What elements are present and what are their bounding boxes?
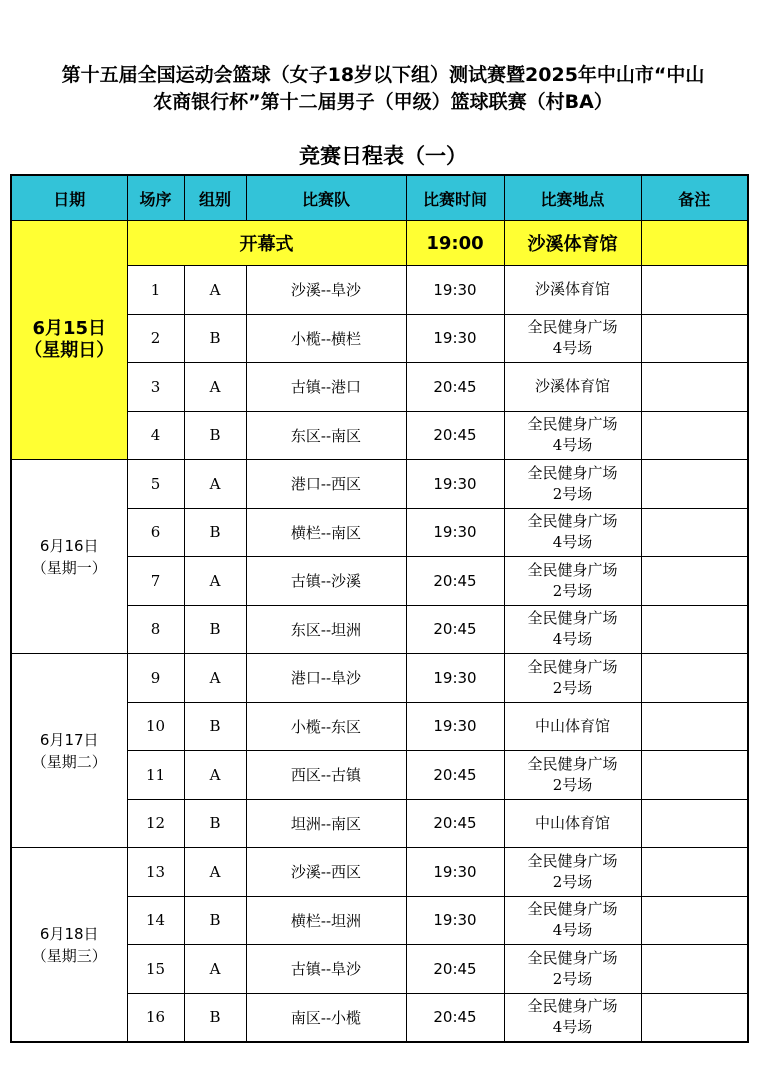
venue-court: 4号场 <box>552 436 593 455</box>
date-label: 6月15日 <box>32 318 107 339</box>
venue-court: 2号场 <box>552 484 593 503</box>
match-venue <box>504 848 641 897</box>
match-group: B <box>184 314 246 363</box>
match-note <box>641 848 748 897</box>
match-group: B <box>184 702 246 751</box>
venue-court: 4号场 <box>552 1018 593 1037</box>
match-note <box>641 605 748 654</box>
match-group: A <box>184 266 246 315</box>
match-note <box>641 654 748 703</box>
match-number: 15 <box>127 945 184 994</box>
match-teams: 小榄--东区 <box>246 702 406 751</box>
weekday-label: （星期二） <box>31 752 107 771</box>
ceremony-note <box>641 221 748 266</box>
venue-name: 中山体育馆 <box>534 813 610 832</box>
match-teams: 南区--小榄 <box>246 993 406 1042</box>
match-teams: 沙溪--阜沙 <box>246 266 406 315</box>
ceremony-venue: 沙溪体育馆 <box>504 221 641 266</box>
match-venue <box>504 605 641 654</box>
venue-court: 2号场 <box>552 969 593 988</box>
venue-name: 全民健身广场 <box>527 560 618 579</box>
match-teams: 古镇--港口 <box>246 363 406 412</box>
venue-name: 全民健身广场 <box>527 997 618 1016</box>
schedule-table <box>10 174 749 1043</box>
match-venue <box>504 896 641 945</box>
match-number: 3 <box>127 363 184 412</box>
venue-name: 中山体育馆 <box>534 716 610 735</box>
match-venue <box>504 799 641 848</box>
venue-court: 2号场 <box>552 678 593 697</box>
header-cell: 组别 <box>184 175 246 221</box>
match-time: 19:30 <box>406 508 504 557</box>
match-venue <box>504 751 641 800</box>
venue-name: 全民健身广场 <box>527 948 618 967</box>
match-venue <box>504 993 641 1042</box>
match-teams: 港口--西区 <box>246 460 406 509</box>
match-group: A <box>184 363 246 412</box>
venue-name: 全民健身广场 <box>527 851 618 870</box>
match-group: B <box>184 508 246 557</box>
match-note <box>641 314 748 363</box>
match-note <box>641 702 748 751</box>
match-note <box>641 266 748 315</box>
venue-court: 4号场 <box>552 921 593 940</box>
match-group: B <box>184 605 246 654</box>
match-group: B <box>184 993 246 1042</box>
header-cell: 比赛时间 <box>406 175 504 221</box>
match-time: 20:45 <box>406 993 504 1042</box>
match-time: 19:30 <box>406 314 504 363</box>
match-note <box>641 363 748 412</box>
match-number: 8 <box>127 605 184 654</box>
match-note <box>641 751 748 800</box>
match-number: 11 <box>127 751 184 800</box>
date-cell <box>11 848 127 1043</box>
match-number: 4 <box>127 411 184 460</box>
venue-name: 全民健身广场 <box>527 900 618 919</box>
match-venue <box>504 557 641 606</box>
match-note <box>641 896 748 945</box>
date-cell <box>11 460 127 654</box>
match-group: A <box>184 654 246 703</box>
match-number: 10 <box>127 702 184 751</box>
match-group: B <box>184 799 246 848</box>
match-note <box>641 945 748 994</box>
match-number: 16 <box>127 993 184 1042</box>
match-note <box>641 799 748 848</box>
match-venue <box>504 460 641 509</box>
match-group: A <box>184 848 246 897</box>
match-row <box>11 654 748 703</box>
match-number: 2 <box>127 314 184 363</box>
venue-name: 全民健身广场 <box>527 609 618 628</box>
date-label: 6月16日 <box>39 536 99 555</box>
venue-name: 全民健身广场 <box>527 318 618 337</box>
header-cell: 日期 <box>11 175 127 221</box>
match-venue <box>504 702 641 751</box>
match-note <box>641 411 748 460</box>
title-line-1: 第十五届全国运动会篮球（女子18岁以下组）测试赛暨2025年中山市“中山 <box>61 64 705 86</box>
match-teams: 港口--阜沙 <box>246 654 406 703</box>
date-cell <box>11 221 127 460</box>
match-time: 19:30 <box>406 266 504 315</box>
match-teams: 坦洲--南区 <box>246 799 406 848</box>
match-venue <box>504 266 641 315</box>
match-teams: 古镇--沙溪 <box>246 557 406 606</box>
match-group: B <box>184 896 246 945</box>
venue-court: 2号场 <box>552 775 593 794</box>
match-time: 19:30 <box>406 848 504 897</box>
match-row <box>11 848 748 897</box>
header-cell: 比赛地点 <box>504 175 641 221</box>
header-cell: 比赛队 <box>246 175 406 221</box>
match-teams: 横栏--坦洲 <box>246 896 406 945</box>
match-time: 20:45 <box>406 799 504 848</box>
match-note <box>641 508 748 557</box>
header-row <box>11 175 748 221</box>
title-line-2: 农商银行杯”第十二届男子（甲级）篮球联赛（村BA） <box>153 91 613 113</box>
match-time: 20:45 <box>406 751 504 800</box>
ceremony-time: 19:00 <box>406 221 504 266</box>
match-time: 20:45 <box>406 605 504 654</box>
date-label: 6月17日 <box>39 730 99 749</box>
header-cell: 场序 <box>127 175 184 221</box>
match-number: 9 <box>127 654 184 703</box>
match-time: 19:30 <box>406 896 504 945</box>
match-group: B <box>184 411 246 460</box>
match-time: 20:45 <box>406 363 504 412</box>
match-time: 19:30 <box>406 702 504 751</box>
document-title <box>0 62 766 116</box>
match-venue <box>504 508 641 557</box>
weekday-label: （星期一） <box>31 558 107 577</box>
ceremony-label: 开幕式 <box>127 221 406 266</box>
venue-name: 全民健身广场 <box>527 512 618 531</box>
match-teams: 西区--古镇 <box>246 751 406 800</box>
match-time: 20:45 <box>406 557 504 606</box>
match-venue <box>504 945 641 994</box>
match-number: 5 <box>127 460 184 509</box>
match-row <box>11 460 748 509</box>
match-venue <box>504 411 641 460</box>
match-teams: 东区--坦洲 <box>246 605 406 654</box>
match-number: 6 <box>127 508 184 557</box>
match-teams: 小榄--横栏 <box>246 314 406 363</box>
match-group: A <box>184 945 246 994</box>
match-group: A <box>184 460 246 509</box>
venue-name: 全民健身广场 <box>527 754 618 773</box>
venue-name: 全民健身广场 <box>527 463 618 482</box>
date-cell <box>11 654 127 848</box>
schedule-subtitle: 竞赛日程表（一） <box>299 144 467 168</box>
match-number: 14 <box>127 896 184 945</box>
weekday-label: （星期日） <box>24 340 115 361</box>
match-number: 13 <box>127 848 184 897</box>
match-note <box>641 993 748 1042</box>
match-teams: 沙溪--西区 <box>246 848 406 897</box>
match-time: 19:30 <box>406 654 504 703</box>
ceremony-row <box>11 221 748 266</box>
match-time: 19:30 <box>406 460 504 509</box>
match-number: 12 <box>127 799 184 848</box>
match-time: 20:45 <box>406 411 504 460</box>
venue-name: 沙溪体育馆 <box>534 280 610 299</box>
match-number: 1 <box>127 266 184 315</box>
match-venue <box>504 314 641 363</box>
date-label: 6月18日 <box>39 924 99 943</box>
venue-court: 2号场 <box>552 872 593 891</box>
match-group: A <box>184 557 246 606</box>
venue-name: 全民健身广场 <box>527 415 618 434</box>
weekday-label: （星期三） <box>31 946 107 965</box>
match-group: A <box>184 751 246 800</box>
venue-court: 4号场 <box>552 339 593 358</box>
match-number: 7 <box>127 557 184 606</box>
match-teams: 横栏--南区 <box>246 508 406 557</box>
match-time: 20:45 <box>406 945 504 994</box>
match-teams: 古镇--阜沙 <box>246 945 406 994</box>
venue-name: 沙溪体育馆 <box>534 377 610 396</box>
match-venue <box>504 363 641 412</box>
venue-court: 4号场 <box>552 630 593 649</box>
venue-name: 全民健身广场 <box>527 657 618 676</box>
match-note <box>641 460 748 509</box>
match-venue <box>504 654 641 703</box>
match-note <box>641 557 748 606</box>
venue-court: 2号场 <box>552 581 593 600</box>
venue-court: 4号场 <box>552 533 593 552</box>
header-cell: 备注 <box>641 175 748 221</box>
match-teams: 东区--南区 <box>246 411 406 460</box>
